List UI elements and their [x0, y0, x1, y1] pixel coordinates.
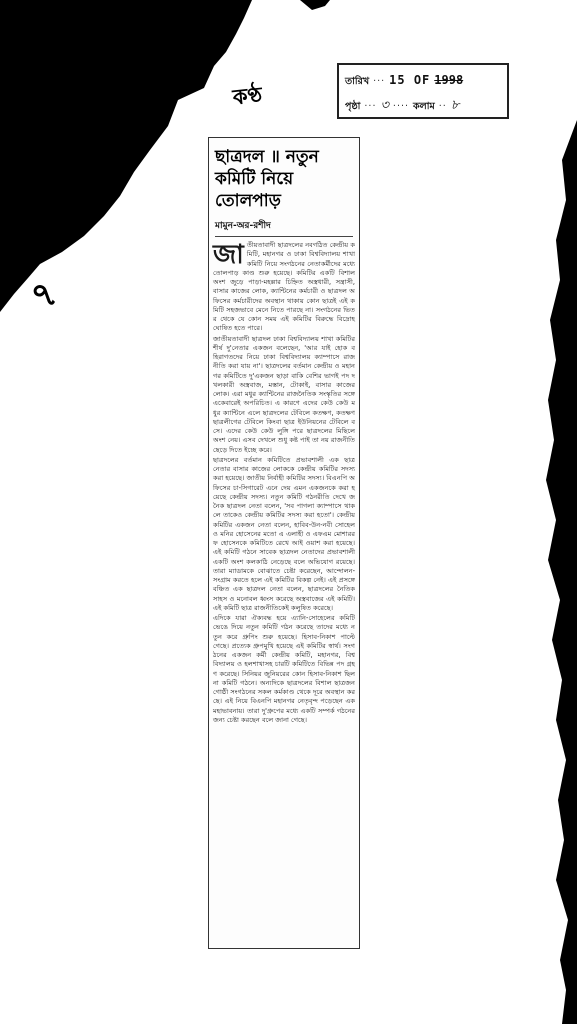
headline-line-1: ছাত্রদল ॥ নতুন: [215, 147, 319, 167]
handwritten-margin-mark: ৭: [25, 272, 62, 319]
article-paragraph: ছাত্রদলের বর্তমান কমিটিতে প্রভাবশালী এক ছাত্রনেতার বাসার কাজের লোককে কেন্দ্রীয় কমিটির সদস্য করা হয়েছে। জাতীয় নির্বাহী কমিটির সদস্য। বিএনপি অফিসের চা-সিগারেট এনে দেয় এমন একজনকে করা হয়েছে কেন্দ্রীয় সদস্য। নতুন কমিটি গঠনরীতি দেখে জনৈক ছাত্রদল নেতা বলেন, 'সব পাগলা ক্যাম্পাসে থাকলে তাকেও কেন্দ্রীয় কমিটির সদস্য করা হতো'। কেন্দ্রীয় কমিটির একজন নেতা বলেন, হাবিব-উন-নবী সোহেল ও মনির হোসেনের মতো এ এলাহী ও এফএম মোশাররফ হোসেনকে কমিটিতে রেখে আই ওয়াশ করা হয়েছে। এই কমিটি গঠনে সাবেক ছাত্রদল নেতাদের প্রভাবশালী একটি অংশ কলকাঠি নেড়েছে বলে অভিযোগ রয়েছে। তারা ম্যাডামকে বোঝাতে চেষ্টা করেছেন, আন্দোলন-সংগ্রাম করতে হলে এই কমিটির বিকল্প নেই। এই প্রসঙ্গে বঞ্চিত এক ছাত্রদল নেতা বলেন, ছাত্রদলের নৈতিক সাহস ও মনোবল ধ্বংস করেছে অস্ত্রবাজের এই কমিটি। এই কমিটি ছাত্র রাজনীতিকেই কলুষিত করেছে।: [213, 455, 355, 612]
stamp-date-value: 15 OF: [389, 73, 431, 87]
article-paragraph: জাতীয়তাবাদী ছাত্রদল ঢাকা বিশ্ববিদ্যালয় শাখা কমিটির শীর্ষ দু'নেতার একজন বলেছেন, 'আর যাই হোক বহিরাগতদের নিয়ে ঢাকা বিশ্ববিদ্যালয় ক্যাম্পাসে রাজনীতি করা যায় না'। ছাত্রদলের বর্তমান কেন্দ্রীয় ও মহানগর কমিটিতে দু'একজন ছাড়া বাকি বেশির ভাগই পদ দখলকারী অস্ত্রবাজ, মস্তান, টোকাই, বাসার কাজের লোক। এরা মধুর ক্যান্টিনের রাজনৈতিক সংস্কৃতির সঙ্গে একেবারেই অপরিচিত। এ কারণে এদের কেউ কেউ মধুর ক্যান্টিনে এলে ছাত্রদলের টেবিলে কতক্ষণ, কতক্ষণ ছাত্রলীগের টেবিলে কিংবা ছাত্র ইউনিয়নের টেবিলে বসে। এদের কেউ কেউ লুঙ্গি পরে ছাত্রদলের মিছিলে অংশ নেয়। এসব দেখলে শুধু কষ্ট পাই তা নয় রাজনীতি ছেড়ে দিতে ইচ্ছে করে।: [213, 334, 355, 454]
article-body: [213, 241, 355, 725]
stamp-page-row: পৃষ্ঠা ··· ৩ ···· কলাম ·· ৮: [345, 96, 459, 117]
stamp-column-label: কলাম: [413, 101, 435, 112]
headline-line-3: তোলপাড়: [215, 191, 281, 211]
article-headline: [215, 146, 353, 212]
stamp-year-value: 1998: [434, 73, 464, 87]
newspaper-name-fragment: কণ্ঠ: [231, 81, 264, 110]
stamp-column-value: ৮: [450, 98, 460, 113]
dropcap: জা: [213, 240, 244, 270]
stamp-date-row: তারিখ ··· 15 OF 1998: [345, 73, 463, 90]
article-paragraph: এদিকে যারা ঐক্যবদ্ধ হয়ে এ্যানি-সোহেলের কমিটি ভেঙে দিয়ে নতুন কমিটি গঠন করেছে তাদের মধ্যে নতুন করে গ্রুপিং শুরু হয়েছে। হিসাব-নিকাশ পাল্টে গেছে। প্রত্যেক গ্রুপমুখি হয়েছে এই কমিটির স্বার্থ। সংগঠনের একজন কর্মী কেন্দ্রীয় কমিটি, মহানগর, বিশ্ববিদ্যালয় ও হলশাখাসহ চারটি কমিটিতে বিভিন্ন পদ গ্রহণ করেছে। সিনিয়র জুনিয়রের কোন হিসাব-নিকাশ ছিল না কমিটি গঠনে। অন্যদিকে ছাত্রদলের বিশাল ছাত্রজনগোষ্ঠী সংগঠনের সকল কর্মকাণ্ড থেকে দূরে অবস্থান করছে। এই নিয়ে বিএনপি মহানগর নেতৃবৃন্দ পড়েছেন এক মহাভাবনায়। তারা দু'গ্রুপের মধ্যে একটি সম্পর্ক গঠনের জন্য চেষ্টা করছেন বলে জানা গেছে।: [213, 614, 355, 724]
stamp-page-label: পৃষ্ঠা: [345, 101, 361, 112]
article-paragraph: তীয়তাবাদী ছাত্রদলের নবগঠিত কেন্দ্রীয় কমিটি, মহানগর ও ঢাকা বিশ্ববিদ্যালয় শাখা কমিটি নিয়ে সংগঠনের নেতাকর্মীদের মধ্যে তোলপাড় কাণ্ড শুরু হয়েছে। কমিটির একটি বিশাল অংশ জুড়ে পাড়া-মহল্লার চিহ্নিত অস্ত্রধারী, সন্ত্রাসী, বাসার কাজের লোক, ক্যান্টিনের কর্মচারী ও ছাত্রদল অফিসের কর্মচারীদের অবস্থান থাকায় কোন ছাত্রই এই কমিটি সহজভাবে মেনে নিতে পারছে না। সংগঠনের ভিতর থেকে যে কোন সময় এই কমিটির বিরুদ্ধে বিদ্রোহ ঘোষিত হতে পারে।: [213, 241, 355, 333]
newspaper-clipping: [208, 137, 360, 949]
stamp-date-label: তারিখ: [345, 76, 370, 87]
headline-line-2: কমিটি নিয়ে: [215, 169, 294, 189]
archive-stamp: [337, 63, 509, 119]
stamp-page-value: ৩: [380, 98, 389, 113]
article-byline: মামুন-অর-রশীদ: [215, 218, 353, 237]
